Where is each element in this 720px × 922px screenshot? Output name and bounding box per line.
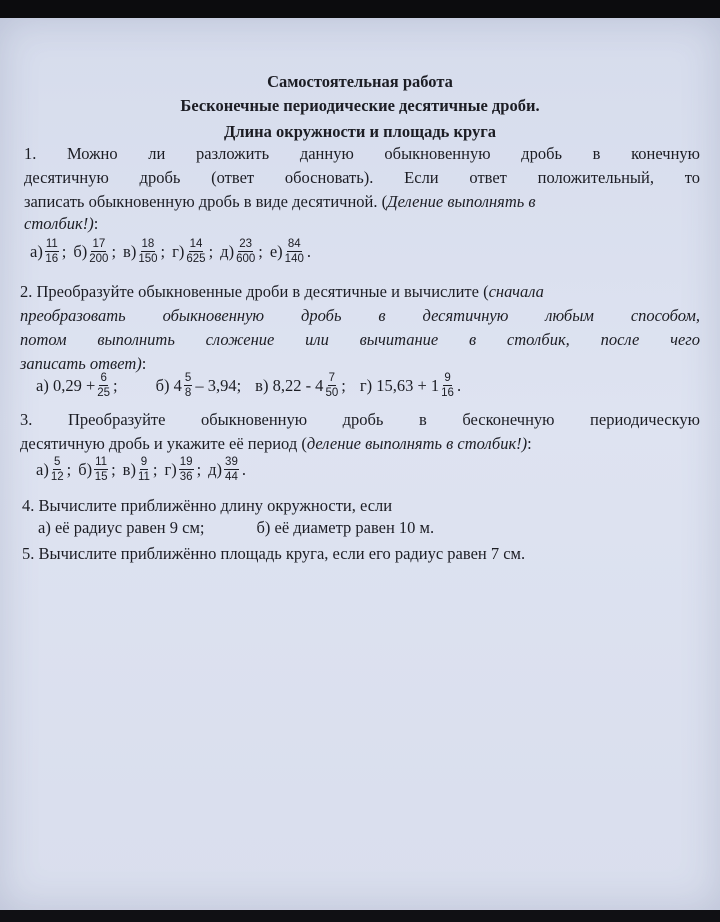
task4-item-b: б) её диаметр равен 10 м. [256, 518, 435, 537]
task1-item: б) $\frac{17}{200}$ ; [73, 238, 117, 265]
task2-line2: преобразовать обыкновенную дробь в десятичную любым способом, [20, 306, 700, 325]
task1-item: е) $\frac{84}{140}$ . [269, 238, 311, 265]
task2-line3: потом выполнить сложение или вычитание в столбик, после чего [20, 330, 700, 349]
top-black-bar [0, 0, 720, 18]
task2-item-c: в) 8,22 - 4 $\frac{7}{50}$ ; [255, 372, 346, 399]
fraction: $\frac{14}{625}$ [186, 238, 206, 265]
fraction: $\frac{11}{16}$ [45, 238, 59, 265]
task1-line3: записать обыкновенную дробь в виде десятичной. (Деление выполнять в [24, 192, 536, 211]
task2-expressions [36, 372, 468, 399]
fraction: $\frac{6}{25}$ [97, 372, 111, 399]
task1-item: г) $\frac{14}{625}$ ; [172, 238, 214, 265]
fraction: $\frac{9}{11}$ [137, 456, 150, 483]
task4-item-a: а) её радиус равен 9 см; [38, 518, 205, 537]
fraction: $\frac{5}{12}$ [50, 456, 64, 483]
task2-line1: 2. Преобразуйте обыкновенные дроби в десятичные и вычислите (сначала [20, 282, 544, 301]
fraction: $\frac{19}{36}$ [179, 456, 193, 483]
task3-line1: 3. Преобразуйте обыкновенную дробь в бесконечную периодическую [20, 410, 700, 429]
task2-line4: записать ответ): [20, 354, 147, 373]
task2-item-d: г) 15,63 + 1 $\frac{9}{16}$ . [359, 372, 462, 399]
fraction: $\frac{11}{15}$ [94, 456, 108, 483]
task5-line1: 5. Вычислите приближённо площадь круга, если его радиус равен 7 см. [22, 544, 526, 563]
fraction: $\frac{23}{600}$ [236, 238, 256, 265]
fraction: $\frac{84}{140}$ [284, 238, 304, 265]
task3-item: а) $\frac{5}{12}$ ; [36, 456, 72, 483]
task1-line1: 1. Можно ли разложить данную обыкновенную дробь в конечную [24, 144, 700, 163]
task4-subitems [38, 518, 714, 538]
worksheet-subtitle-2: Длина окружности и площадь круга [223, 122, 496, 141]
task4-line1: 4. Вычислите приближённо длину окружности, если [22, 496, 393, 515]
fraction: $\frac{5}{8}$ [184, 372, 192, 399]
task3-item: г) $\frac{19}{36}$ ; [164, 456, 202, 483]
bottom-black-bar [0, 910, 720, 922]
task3-item: в) $\frac{9}{11}$ ; [122, 456, 158, 483]
task1-item: д) $\frac{23}{600}$ ; [220, 238, 263, 265]
task3-item: б) $\frac{11}{15}$ ; [78, 456, 116, 483]
fraction: $\frac{9}{16}$ [441, 372, 454, 399]
fraction: $\frac{7}{50}$ [325, 372, 339, 399]
task2-item-a: а) 0,29 + $\frac{6}{25}$ ; [36, 372, 118, 399]
task3-fractions [36, 456, 253, 483]
task3-item: д) $\frac{39}{44}$ . [208, 456, 246, 483]
fraction: $\frac{18}{150}$ [138, 238, 158, 265]
worksheet-subtitle-1: Бесконечные периодические десятичные дроби. [180, 96, 540, 115]
task1-item: в) $\frac{18}{150}$ ; [123, 238, 166, 265]
fraction: $\frac{17}{200}$ [89, 238, 109, 265]
task2-item-b: б) 4 $\frac{5}{8}$ – 3,94; [155, 372, 242, 399]
fraction: $\frac{39}{44}$ [225, 456, 238, 483]
task3-line2: десятичную дробь и укажите её период (деление выполнять в столбик!): [20, 434, 532, 453]
worksheet-title: Самостоятельная работа [267, 72, 453, 91]
task1-line2: десятичную дробь (ответ обосновать). Если ответ положительный, то [24, 168, 700, 187]
task1-item: а) $\frac{11}{16}$ ; [30, 238, 67, 265]
task1-line4: столбик!): [24, 214, 99, 233]
task1-fractions [30, 238, 318, 265]
